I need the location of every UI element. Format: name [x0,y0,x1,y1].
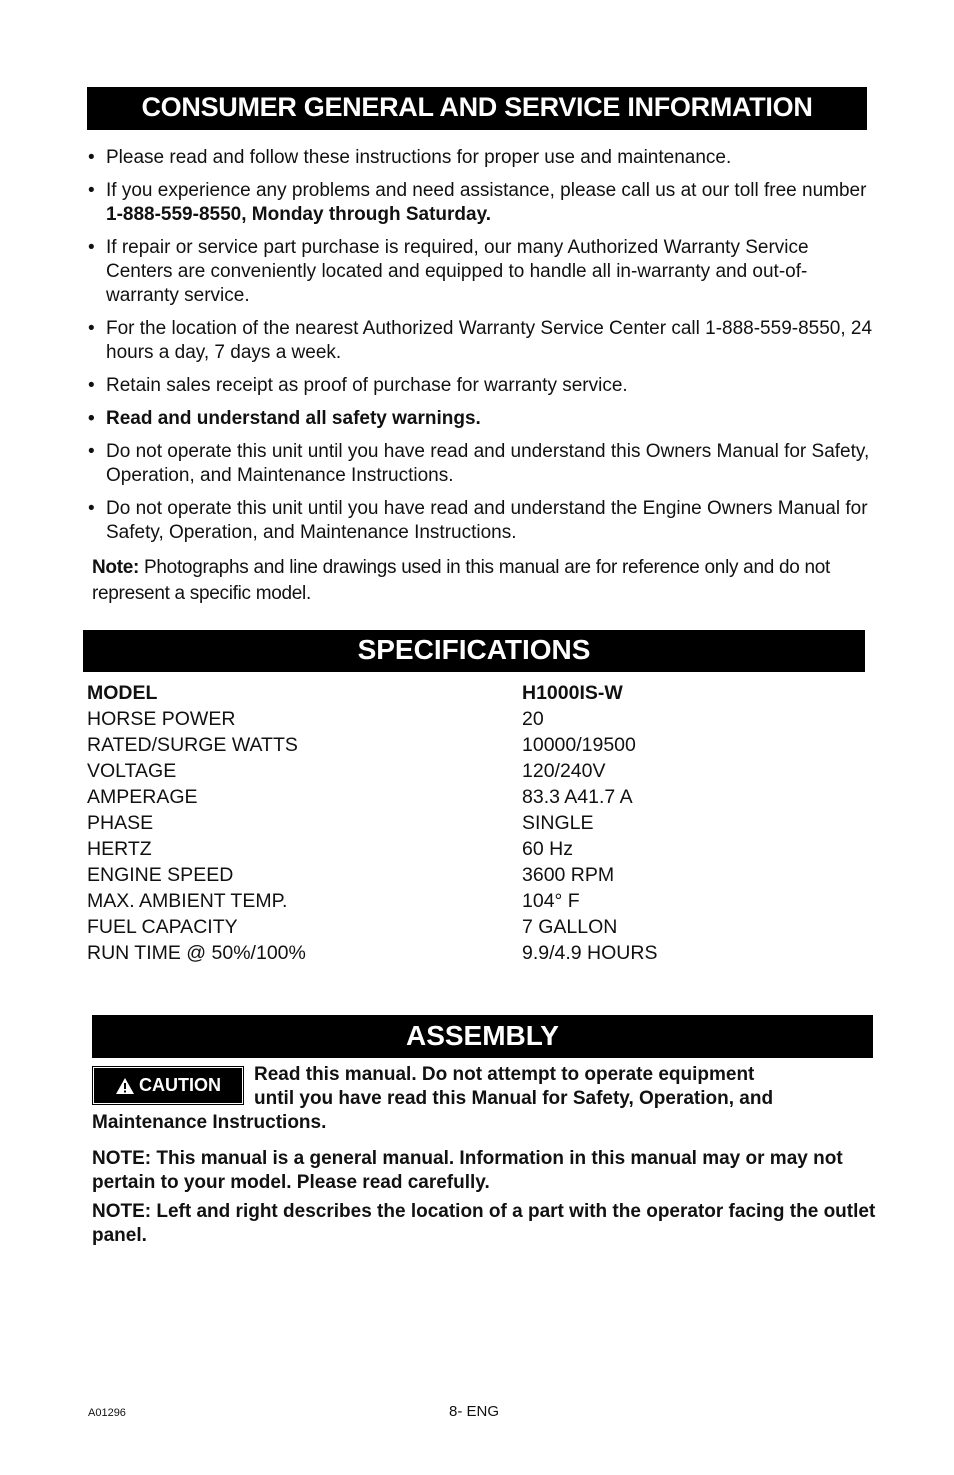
consumer-info-list [88,146,878,554]
spec-key: HORSE POWER [87,708,236,730]
page-number: 8- ENG [449,1403,500,1420]
spec-key: ENGINE SPEED [87,864,234,886]
table-row [87,706,787,732]
bullet-glyph: • [88,441,95,462]
table-row [87,914,787,940]
list-item [88,497,878,545]
list-item [88,374,878,398]
list-item [88,407,878,431]
spec-key: FUEL CAPACITY [87,916,238,938]
warning-triangle-icon [115,1077,135,1095]
table-row [87,862,787,888]
spec-key: RUN TIME @ 50%/100% [87,942,306,964]
table-row [87,888,787,914]
specifications-heading: SPECIFICATIONS [83,630,865,672]
bullet-glyph: • [88,408,95,429]
bullet-glyph: • [88,180,95,201]
spec-key: MODEL [87,682,158,704]
table-row [87,836,787,862]
caution-message [254,1063,874,1111]
list-item [88,179,878,227]
left-right-note: NOTE: Left and right describes the location of a part with the operator facing the outlet panel. [92,1201,876,1246]
caution-badge [95,1069,241,1102]
bullet-glyph: • [88,318,95,339]
spec-key: PHASE [87,812,154,834]
list-item-text: Please read and follow these instructions for proper use and maintenance. [106,147,732,168]
consumer-info-heading: CONSUMER GENERAL AND SERVICE INFORMATION [87,87,867,130]
list-item-text: For the location of the nearest Authorized Warranty Service Center call 1-888-559-8550, 24 hours a day, 7 days a week. [106,318,873,363]
bullet-glyph: • [88,237,95,258]
spec-key: AMPERAGE [87,786,198,808]
spec-value: SINGLE [522,812,594,834]
note-label: Note: [92,557,140,578]
safety-warning-text: Read and understand all safety warnings. [106,408,481,429]
note-text: Photographs and line drawings used in this manual are for reference only and do not represent a specific model. [92,557,830,604]
list-item-text: If repair or service part purchase is required, our many Authorized Warranty Service Centers are conveniently located and equipped to handle all in-warranty and out-of-warranty service. [106,237,809,306]
spec-value: 20 [522,708,544,730]
spec-value: 10000/19500 [522,734,636,756]
bullet-glyph: • [88,375,95,396]
spec-key: RATED/SURGE WATTS [87,734,298,756]
phone-hours-text: 1-888-559-8550, Monday through Saturday. [106,204,492,225]
spec-value: 3600 RPM [522,864,615,886]
list-item [88,317,878,365]
spec-value: H1000IS-W [522,682,623,704]
bullet-glyph: • [88,147,95,168]
spec-value: 9.9/4.9 HOURS [522,942,658,964]
assembly-heading: ASSEMBLY [92,1015,873,1058]
list-item-text: Do not operate this unit until you have read and understand the Engine Owners Manual for Safety, Operation, and Maintenance Instructions. [106,498,868,543]
bullet-glyph: • [88,498,95,519]
document-code: A01296 [88,1407,126,1419]
list-item-text: If you experience any problems and need assistance, please call us at our toll free number [106,180,867,201]
specifications-table [87,680,787,966]
spec-key: VOLTAGE [87,760,177,782]
spec-value: 104° F [522,890,580,912]
caution-line: Read this manual. Do not attempt to operate equipment [254,1064,755,1085]
caution-label: CAUTION [139,1075,221,1095]
spec-value: 7 GALLON [522,916,618,938]
spec-key: HERTZ [87,838,152,860]
table-row [87,810,787,836]
spec-key: MAX. AMBIENT TEMP. [87,890,288,912]
spec-value: 60 Hz [522,838,573,860]
table-row [87,784,787,810]
general-manual-note: NOTE: This manual is a general manual. Information in this manual may or may not pertain to your model. Please read carefully. [92,1148,843,1193]
list-item-text: Do not operate this unit until you have read and understand this Owners Manual for Safety, Operation, and Maintenance Instructions. [106,441,870,486]
spec-value: 120/240V [522,760,606,782]
list-item-text: Retain sales receipt as proof of purchase for warranty service. [106,375,628,396]
spec-value: 83.3 A41.7 A [522,786,633,808]
list-item [88,440,878,488]
list-item [88,146,878,170]
caution-line: Maintenance Instructions. [92,1112,327,1133]
list-item [88,236,878,308]
caution-line: until you have read this Manual for Safety, Operation, and [254,1088,774,1109]
table-header-row [87,680,787,706]
table-row [87,732,787,758]
photo-note [92,555,882,607]
table-row [87,758,787,784]
table-row [87,940,787,966]
